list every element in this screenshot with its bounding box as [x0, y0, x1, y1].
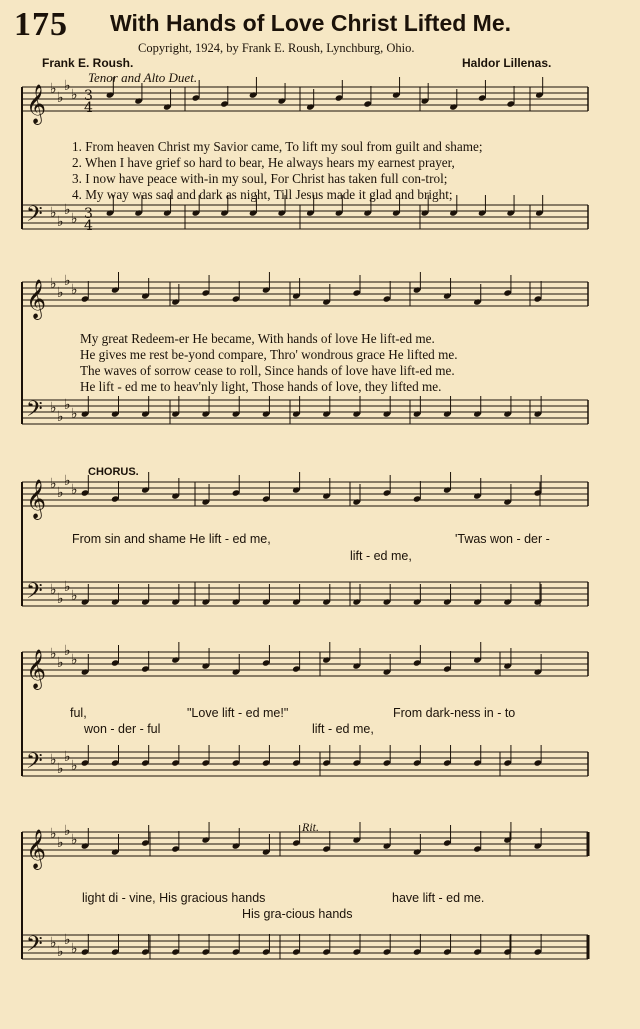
flat-icon: ♭	[57, 285, 64, 301]
treble-clef-icon: 𝄞	[26, 829, 47, 869]
chorus-line-2-love: "Love lift - ed me!"	[187, 706, 289, 720]
chorus-line-1: From sin and shame He lift - ed me,	[72, 532, 271, 546]
chorus-line-3-end: have lift - ed me.	[392, 891, 485, 905]
verse-1-line-2: My great Redeem-er He became, With hands of love He lift-ed me.	[80, 331, 435, 346]
flat-icon: ♭	[50, 752, 57, 768]
ritardando-mark: Rit.	[302, 820, 319, 834]
flat-icon: ♭	[50, 582, 57, 598]
flat-icon: ♭	[64, 78, 71, 94]
bass-clef-icon: 𝄢	[26, 749, 43, 779]
flat-icon: ♭	[50, 935, 57, 951]
flat-icon: ♭	[71, 758, 78, 774]
verse-2-line-2: He gives me rest be-yond compare, Thro' wondrous grace He lifted me.	[80, 347, 458, 362]
flat-icon: ♭	[50, 826, 57, 842]
bass-clef-icon: 𝄢	[26, 397, 43, 427]
flat-icon: ♭	[64, 273, 71, 289]
verse-2-line-1: 2. When I have grief so hard to bear, He always hears my earnest prayer,	[72, 155, 455, 170]
flat-icon: ♭	[50, 400, 57, 416]
flat-icon: ♭	[57, 485, 64, 501]
chorus-line-3-echo: His gra-cious hands	[242, 907, 353, 921]
flat-icon: ♭	[57, 409, 64, 425]
chorus-line-2-wonderful: won - der - ful	[84, 722, 161, 736]
performance-direction: Tenor and Alto Duet.	[88, 70, 198, 85]
bass-clef-icon: 𝄢	[26, 202, 43, 232]
chorus-line-2-darkness: From dark-ness in - to	[393, 706, 516, 720]
flat-icon: ♭	[71, 652, 78, 668]
flat-icon: ♭	[71, 406, 78, 422]
bass-clef-icon: 𝄢	[26, 579, 43, 609]
hymn-number: 175	[14, 6, 68, 43]
flat-icon: ♭	[57, 214, 64, 230]
flat-icon: ♭	[57, 655, 64, 671]
flat-icon: ♭	[71, 282, 78, 298]
copyright-notice: Copyright, 1924, by Frank E. Roush, Lynchburg, Ohio.	[138, 41, 415, 55]
verse-4-line-1: 4. My way was sad and dark as night, Till Jesus made it glad and bright;	[72, 187, 453, 202]
flat-icon: ♭	[64, 579, 71, 595]
flat-icon: ♭	[50, 646, 57, 662]
flat-icon: ♭	[57, 591, 64, 607]
chorus-line-1-echo: lift - ed me,	[350, 549, 412, 563]
flat-icon: ♭	[57, 944, 64, 960]
flat-icon: ♭	[64, 932, 71, 948]
chorus-line-2-ful: ful,	[70, 706, 87, 720]
treble-clef-icon: 𝄞	[26, 479, 47, 519]
chorus-line-2-echo: lift - ed me,	[312, 722, 374, 736]
time-signature-bottom: 4	[84, 218, 93, 234]
time-signature-top: 3	[84, 88, 93, 104]
treble-clef-icon: 𝄞	[26, 279, 47, 319]
chorus-line-1-answer: 'Twas won - der -	[455, 532, 550, 546]
time-signature-top: 3	[84, 206, 93, 222]
flat-icon: ♭	[50, 476, 57, 492]
lyricist-credit: Frank E. Roush.	[42, 56, 134, 70]
flat-icon: ♭	[64, 473, 71, 489]
flat-icon: ♭	[57, 835, 64, 851]
time-signature-bottom: 4	[84, 100, 93, 116]
flat-icon: ♭	[64, 397, 71, 413]
flat-icon: ♭	[50, 81, 57, 97]
treble-clef-icon: 𝄞	[26, 84, 47, 124]
flat-icon: ♭	[71, 482, 78, 498]
flat-icon: ♭	[64, 749, 71, 765]
flat-icon: ♭	[64, 202, 71, 218]
flat-icon: ♭	[71, 588, 78, 604]
flat-icon: ♭	[71, 211, 78, 227]
verse-4-line-2: He lift - ed me to heav'nly light, Those hands of love, they lifted me.	[80, 379, 442, 394]
treble-clef-icon: 𝄞	[26, 649, 47, 689]
chorus-label: CHORUS.	[88, 466, 139, 478]
flat-icon: ♭	[71, 941, 78, 957]
flat-icon: ♭	[50, 205, 57, 221]
chorus-line-3: light di - vine, His gracious hands	[82, 891, 266, 905]
flat-icon: ♭	[64, 823, 71, 839]
flat-icon: ♭	[57, 761, 64, 777]
flat-icon: ♭	[50, 276, 57, 292]
hymn-title: With Hands of Love Christ Lifted Me.	[110, 10, 512, 36]
composer-credit: Haldor Lillenas.	[462, 56, 552, 70]
flat-icon: ♭	[57, 90, 64, 106]
flat-icon: ♭	[71, 832, 78, 848]
verse-1-line-1: 1. From heaven Christ my Savior came, To lift my soul from guilt and shame;	[72, 139, 483, 154]
bass-clef-icon: 𝄢	[26, 932, 43, 962]
verse-3-line-1: 3. I now have peace with-in my soul, For Christ has taken full con-trol;	[72, 171, 448, 186]
flat-icon: ♭	[64, 643, 71, 659]
flat-icon: ♭	[71, 87, 78, 103]
verse-3-line-2: The waves of sorrow cease to roll, Since hands of love have lift-ed me.	[80, 363, 455, 378]
